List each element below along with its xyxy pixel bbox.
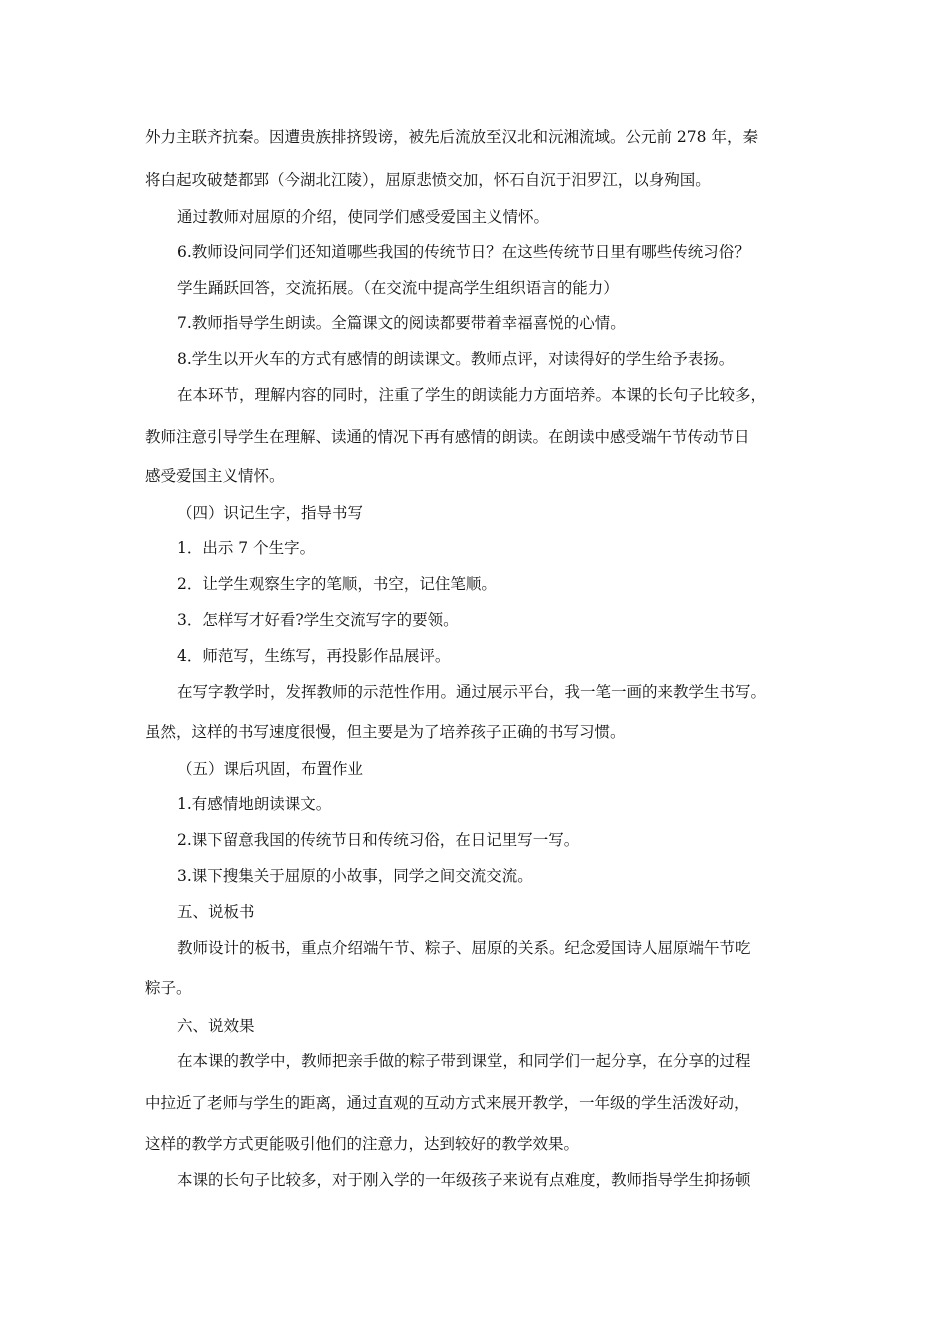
list-item: 2．让学生观察生字的笔顺，书空，记住笔顺。 [177,575,497,593]
paragraph-line: 将白起攻破楚都郢（今湖北江陵），屈原悲愤交加，怀石自沉于汨罗江，以身殉国。 [145,171,711,189]
paragraph-line: 教师设计的板书，重点介绍端午节、粽子、屈原的关系。纪念爱国诗人屈原端午节吃 [177,939,751,957]
list-item: 8.学生以开火车的方式有感情的朗读课文。教师点评，对读得好的学生给予表扬。 [177,350,735,368]
paragraph-line: 通过教师对屈原的介绍，使同学们感受爱国主义情怀。 [177,208,550,226]
paragraph-line: 感受爱国主义情怀。 [145,467,285,485]
paragraph-line: 在本课的教学中，教师把亲手做的粽子带到课堂，和同学们一起分享，在分享的过程 [177,1052,751,1070]
paragraph-line: 本课的长句子比较多，对于刚入学的一年级孩子来说有点难度，教师指导学生抑扬顿 [177,1171,751,1189]
list-item: 2.课下留意我国的传统节日和传统习俗，在日记里写一写。 [177,831,580,849]
paragraph-line: 外力主联齐抗秦。因遭贵族排挤毁谤，被先后流放至汉北和沅湘流域。公元前 278 年，秦 [145,128,758,146]
paragraph-line: 粽子。 [145,979,192,997]
list-item: 1.有感情地朗读课文。 [177,795,332,813]
paragraph-line: 中拉近了老师与学生的距离，通过直观的互动方式来展开教学，一年级的学生活泼好动， [145,1094,750,1112]
paragraph-line: 学生踊跃回答，交流拓展。（在交流中提高学生组织语言的能力） [177,279,619,297]
section-heading: （四）识记生字，指导书写 [177,504,364,522]
section-heading: 五、说板书 [177,903,255,921]
section-heading: （五）课后巩固，布置作业 [177,760,364,778]
paragraph-line: 在写字教学时，发挥教师的示范性作用。通过展示平台，我一笔一画的来教学生书写。 [177,683,767,701]
list-item: 1．出示 7 个生字。 [177,539,316,557]
section-heading: 六、说效果 [177,1017,255,1035]
list-item: 3．怎样写才好看?学生交流写字的要领。 [177,611,459,629]
paragraph-line: 虽然，这样的书写速度很慢，但主要是为了培养孩子正确的书写习惯。 [145,723,626,741]
paragraph-line: 教师注意引导学生在理解、读通的情况下再有感情的朗读。在朗读中感受端午节传动节日 [145,428,750,446]
paragraph-line: 这样的教学方式更能吸引他们的注意力，达到较好的教学效果。 [145,1135,580,1153]
list-item: 6.教师设问同学们还知道哪些我国的传统节日？在这些传统节日里有哪些传统习俗？ [177,243,750,261]
list-item: 3.课下搜集关于屈原的小故事，同学之间交流交流。 [177,867,533,885]
list-item: 4．师范写，生练写，再投影作品展评。 [177,647,451,665]
paragraph-line: 在本环节，理解内容的同时，注重了学生的朗读能力方面培养。本课的长句子比较多， [177,386,767,404]
list-item: 7.教师指导学生朗读。全篇课文的阅读都要带着幸福喜悦的心情。 [177,314,626,332]
